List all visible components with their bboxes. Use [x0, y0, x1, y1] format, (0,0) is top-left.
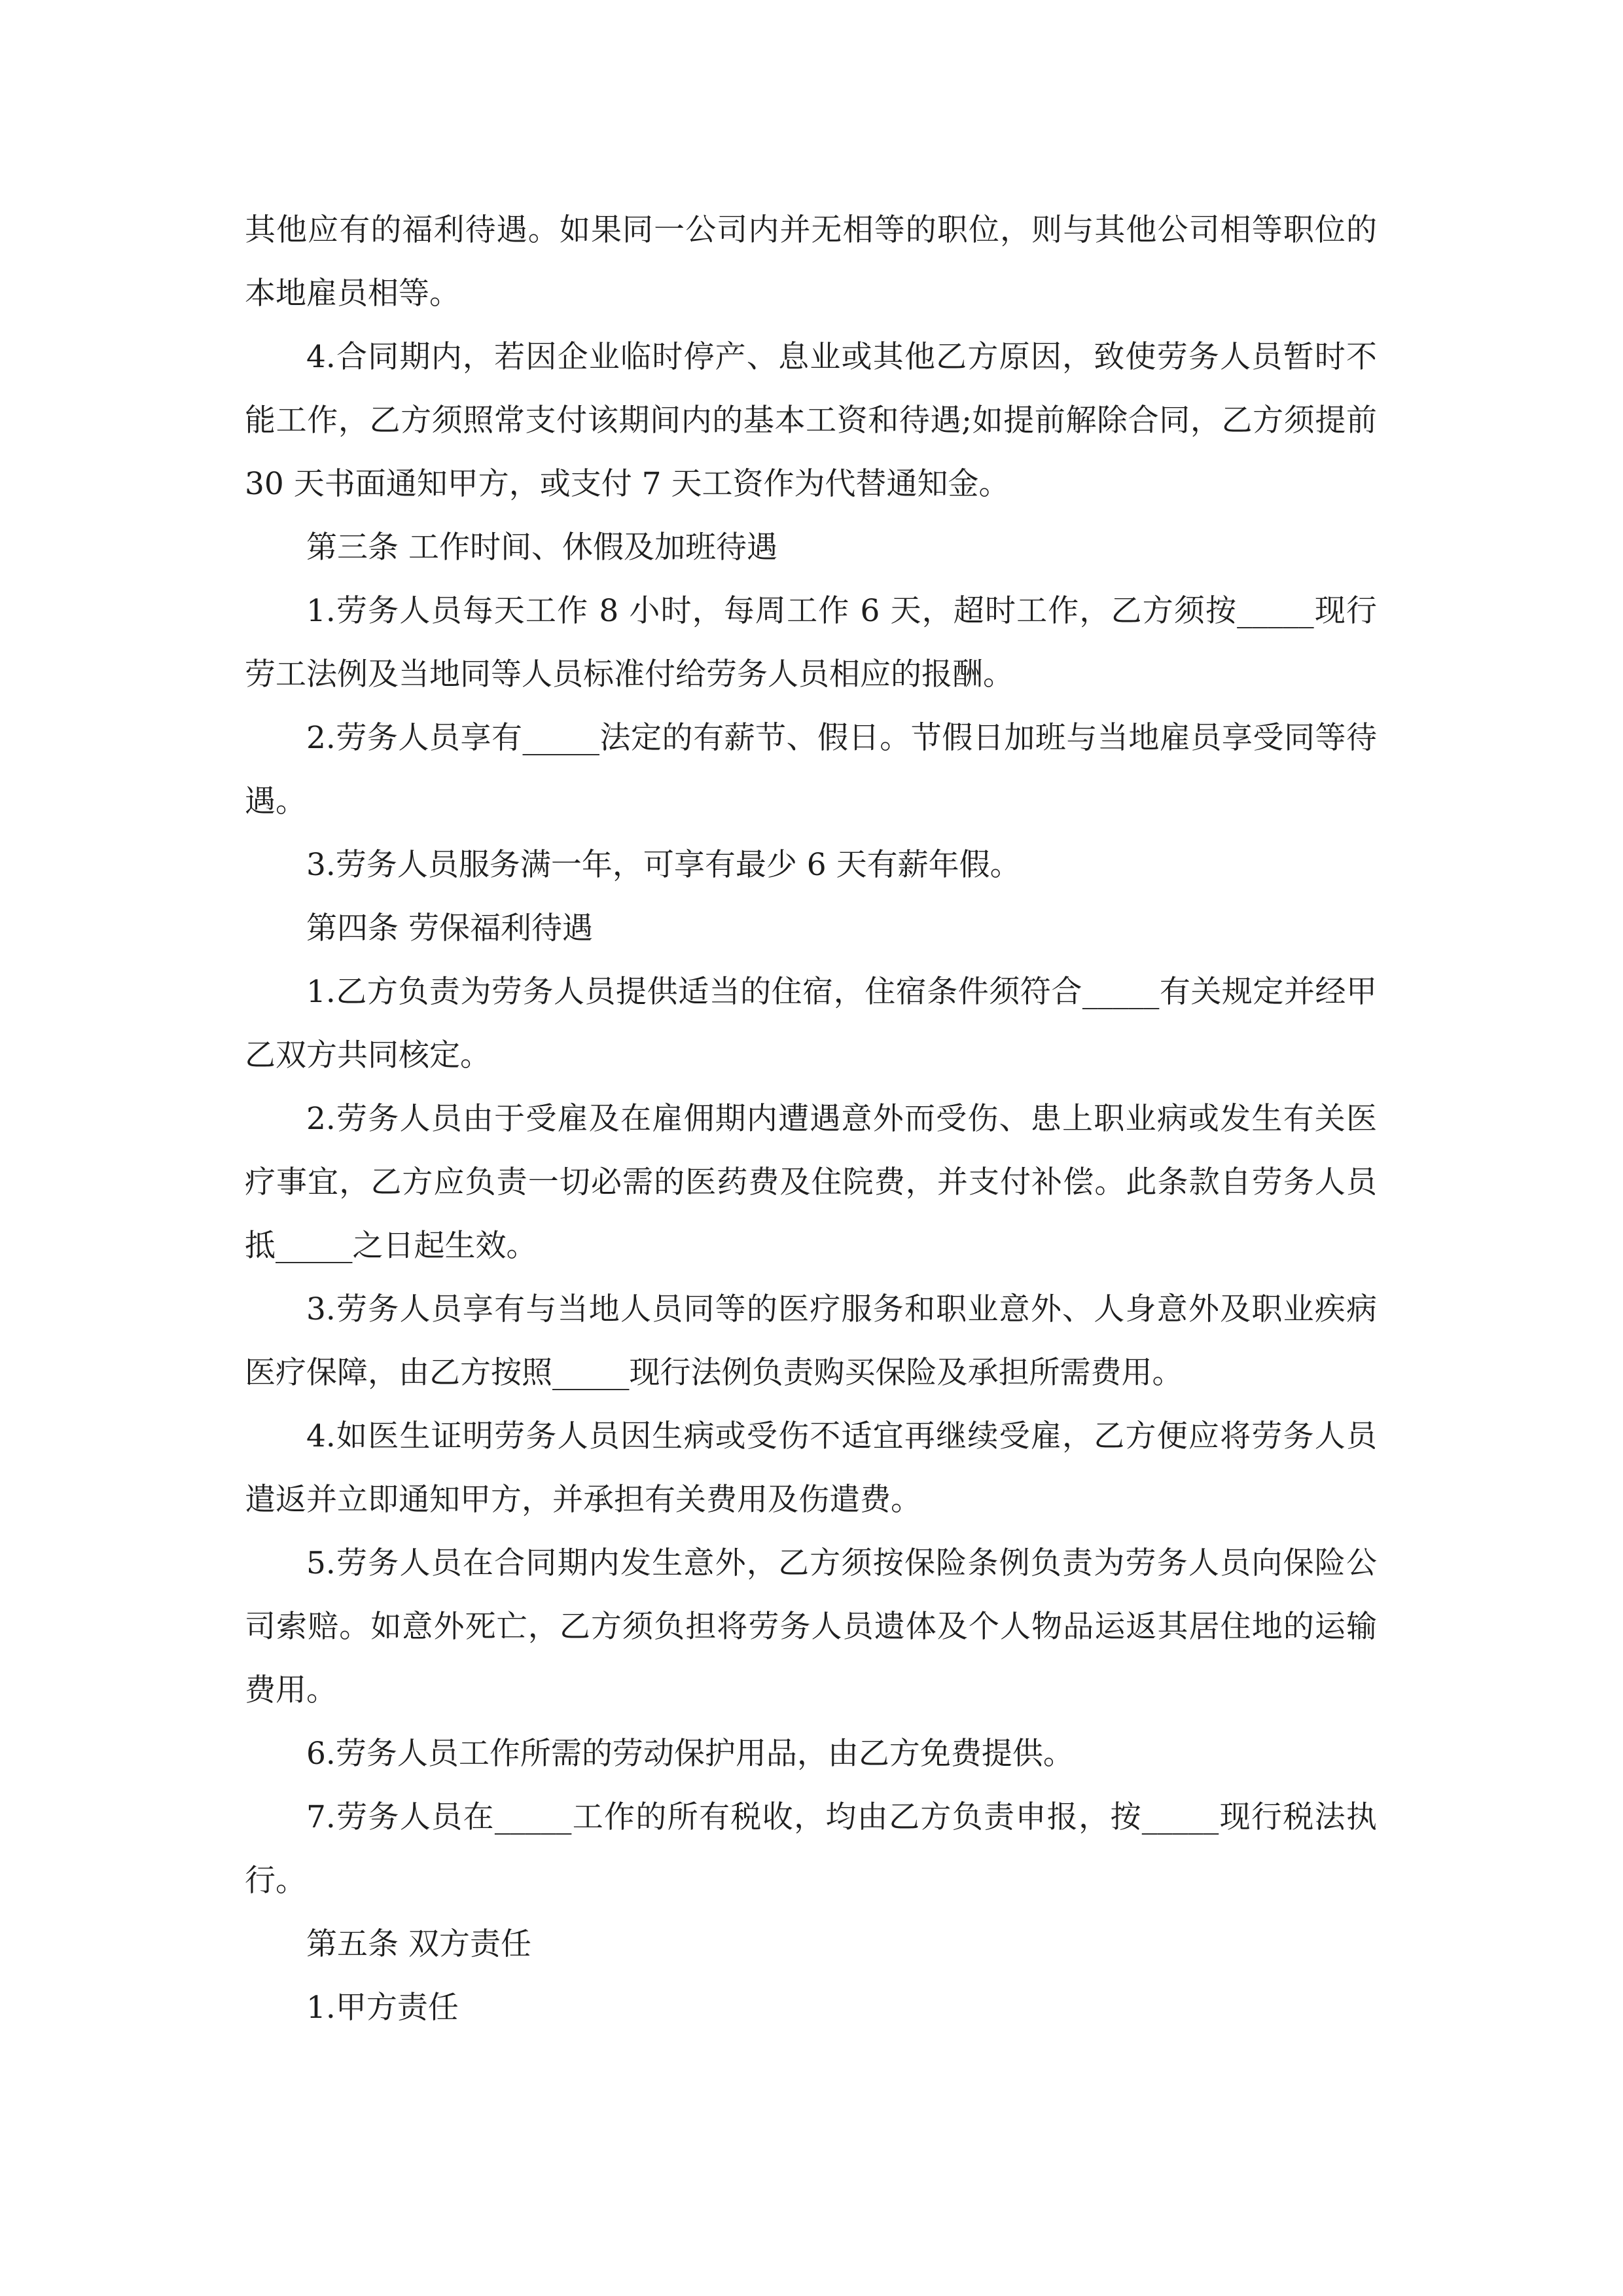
paragraph-clause-3-2: 2.劳务人员享有_____法定的有薪节、假日。节假日加班与当地雇员享受同等待遇。 — [245, 720, 1377, 819]
paragraph-clause-5-1: 1.甲方责任 — [306, 1990, 459, 2026]
paragraph-clause-4-2: 2.劳务人员由于受雇及在雇佣期内遭遇意外而受伤、患上职业病或发生有关医疗事宜，乙方应负责一切必需的医药费及住院费，并支付补偿。此条款自劳务人员抵_____之日起生效。 — [245, 1101, 1377, 1264]
paragraph-clause-3-3: 3.劳务人员服务满一年，可享有最少 6 天有薪年假。 — [306, 847, 1021, 883]
section-heading-article-5: 第五条 双方责任 — [306, 1926, 531, 1962]
paragraph-clause-4-4: 4.如医生证明劳务人员因生病或受伤不适宜再继续受雇，乙方便应将劳务人员遣返并立即通知甲方，并承担有关费用及伤遣费。 — [245, 1418, 1377, 1518]
paragraph-clause-4-1: 1.乙方负责为劳务人员提供适当的住宿，住宿条件须符合_____有关规定并经甲乙双方共同核定。 — [245, 974, 1377, 1073]
section-heading-article-3: 第三条 工作时间、休假及加班待遇 — [306, 529, 777, 565]
document-body — [245, 198, 1387, 2039]
paragraph-clause-4-3: 3.劳务人员享有与当地人员同等的医疗服务和职业意外、人身意外及职业疾病医疗保障，由乙方按照_____现行法例负责购买保险及承担所需费用。 — [245, 1291, 1377, 1391]
paragraph-clause-4-7: 7.劳务人员在_____工作的所有税收，均由乙方负责申报，按_____现行税法执行。 — [245, 1799, 1377, 1899]
paragraph-continuation: 其他应有的福利待遇。如果同一公司内并无相等的职位，则与其他公司相等职位的本地雇员相等。 — [245, 212, 1377, 312]
paragraph-clause-4-6: 6.劳务人员工作所需的劳动保护用品，由乙方免费提供。 — [306, 1736, 1074, 1772]
paragraph-clause-4-5: 5.劳务人员在合同期内发生意外，乙方须按保险条例负责为劳务人员向保险公司索赔。如意外死亡，乙方须负担将劳务人员遗体及个人物品运返其居住地的运输费用。 — [245, 1545, 1377, 1708]
paragraph-clause-2-4: 4.合同期内，若因企业临时停产、息业或其他乙方原因，致使劳务人员暂时不能工作，乙方须照常支付该期间内的基本工资和待遇;如提前解除合同，乙方须提前 30 天书面通知甲方，或支付 7 天工资作为代替通知金。 — [245, 339, 1387, 502]
paragraph-clause-3-1: 1.劳务人员每天工作 8 小时，每周工作 6 天，超时工作，乙方须按_____现行劳工法例及当地同等人员标准付给劳务人员相应的报酬。 — [245, 593, 1377, 692]
section-heading-article-4: 第四条 劳保福利待遇 — [306, 910, 593, 946]
